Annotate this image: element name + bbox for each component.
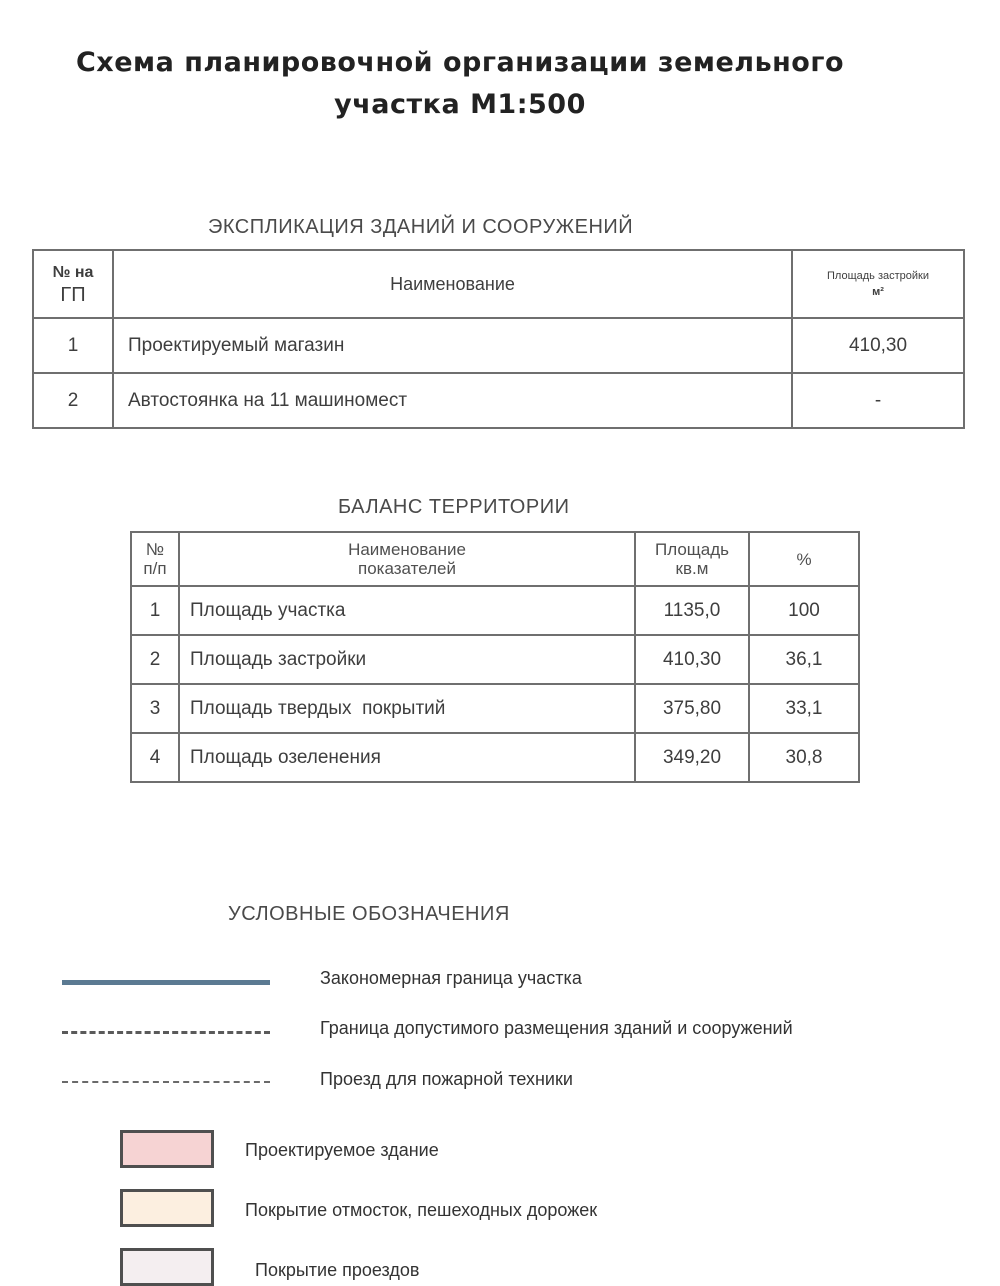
legend-heading: УСЛОВНЫЕ ОБОЗНАЧЕНИЯ (228, 903, 510, 925)
row-area: 375,80 (635, 684, 749, 733)
header-number-line-2: п/п (143, 559, 167, 578)
fire-access-line-symbol (62, 1081, 270, 1083)
page-title-line-1: Схема планировочной организации земельного (75, 47, 845, 78)
row-area: 349,20 (635, 733, 749, 782)
header-number (131, 532, 179, 586)
header-number-line-1: № на (52, 264, 94, 281)
table-row (131, 586, 859, 635)
row-number: 1 (131, 586, 179, 635)
legend-label-walkway-coverage: Покрытие отмосток, пешеходных дорожек (245, 1200, 598, 1220)
row-name: Проектируемый магазин (113, 318, 792, 373)
row-name: Площадь застройки (179, 635, 635, 684)
planned-building-swatch (120, 1130, 214, 1168)
header-area (792, 250, 964, 318)
page-title (0, 42, 920, 126)
row-number: 4 (131, 733, 179, 782)
building-zone-boundary-line-symbol (62, 1031, 270, 1034)
row-number: 3 (131, 684, 179, 733)
table-row (33, 318, 964, 373)
legend-label-building-zone: Граница допустимого размещения зданий и сооружений (320, 1018, 793, 1038)
row-name: Площадь участка (179, 586, 635, 635)
table-row (131, 684, 859, 733)
legend-label-driveway-coverage: Покрытие проездов (255, 1260, 420, 1280)
header-area-line-1: Площадь (654, 540, 729, 559)
row-percent: 36,1 (749, 635, 859, 684)
header-name-line-1: Наименование (348, 540, 466, 559)
header-percent: % (749, 532, 859, 586)
row-number: 1 (33, 318, 113, 373)
row-area: - (792, 373, 964, 428)
header-number (33, 250, 113, 318)
row-name: Площадь озеленения (179, 733, 635, 782)
page-title-line-2: участка М1:500 (334, 89, 586, 120)
legend-label-lot-boundary: Закономерная граница участка (320, 968, 582, 988)
legend-label-planned-building: Проектируемое здание (245, 1140, 439, 1160)
table-header-row (33, 250, 964, 318)
row-number: 2 (131, 635, 179, 684)
legend-label-fire-access: Проезд для пожарной техники (320, 1069, 573, 1089)
row-number: 2 (33, 373, 113, 428)
header-area-line-2: м² (872, 286, 884, 298)
row-area: 410,30 (635, 635, 749, 684)
balance-table (130, 531, 860, 783)
table-row (33, 373, 964, 428)
table-row (131, 733, 859, 782)
row-name: Площадь твердых покрытий (179, 684, 635, 733)
row-percent: 30,8 (749, 733, 859, 782)
row-area: 1135,0 (635, 586, 749, 635)
row-area: 410,30 (792, 318, 964, 373)
header-area-line-2: кв.м (675, 559, 709, 578)
balance-heading: БАЛАНС ТЕРРИТОРИИ (338, 496, 570, 518)
header-name: Наименование (113, 250, 792, 318)
header-name (179, 532, 635, 586)
lot-boundary-line-symbol (62, 980, 270, 985)
explication-table (32, 249, 965, 429)
header-area-line-1: Площадь застройки (827, 270, 929, 282)
table-row (131, 635, 859, 684)
table-header-row (131, 532, 859, 586)
walkway-coverage-swatch (120, 1189, 214, 1227)
row-percent: 33,1 (749, 684, 859, 733)
header-name-line-2: показателей (358, 559, 456, 578)
row-name: Автостоянка на 11 машиномест (113, 373, 792, 428)
header-number-line-1: № (145, 540, 165, 559)
driveway-coverage-swatch (120, 1248, 214, 1286)
header-area (635, 532, 749, 586)
explication-heading: ЭКСПЛИКАЦИЯ ЗДАНИЙ И СООРУЖЕНИЙ (208, 216, 634, 238)
row-percent: 100 (749, 586, 859, 635)
header-number-line-2: ГП (60, 284, 86, 306)
